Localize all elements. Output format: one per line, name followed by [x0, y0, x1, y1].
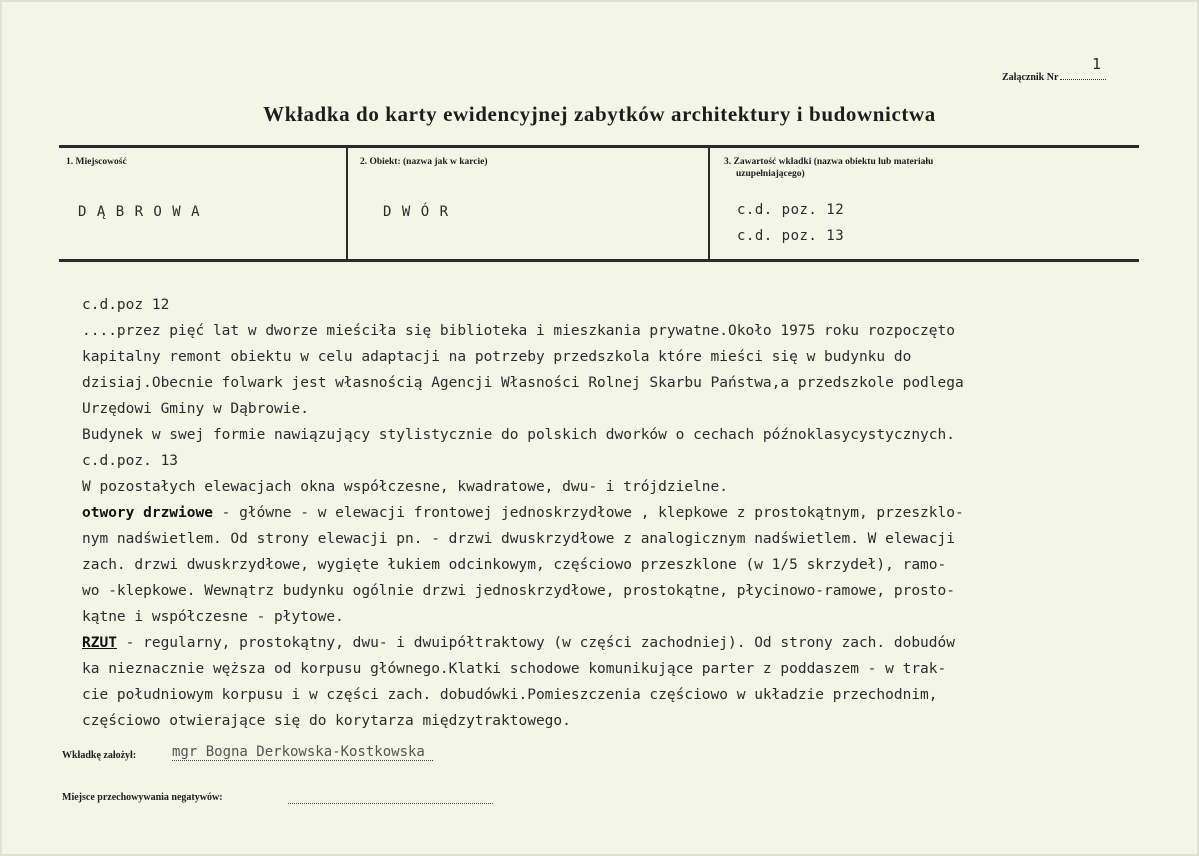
annex-label	[1002, 70, 1106, 83]
body-line: dzisiaj.Obecnie folwark jest własnością Agencji Własności Rolnej Skarbu Państwa,a przedszkole podlega	[82, 375, 964, 391]
header-contents-label	[724, 156, 933, 180]
body-line: kątne i współczesne - płytowe.	[82, 609, 344, 625]
body-line: Budynek w swej formie nawiązujący stylistycznie do polskich dworków o cechach późnoklasycystycznych.	[82, 427, 955, 443]
table-top-rule	[59, 145, 1139, 148]
section-heading-doors: otwory drzwiowe	[82, 505, 213, 521]
document-title: Wkładka do karty ewidencyjnej zabytków architektury i budownictwa	[263, 102, 936, 126]
object-value: D W Ó R	[383, 204, 450, 220]
header-locality-label: 1. Miejscowość	[66, 157, 127, 167]
body-line: ka nieznacznie węższa od korpusu głównego.Klatki schodowe komunikujące parter z poddaszem - w trak-	[82, 661, 947, 677]
body-line: zach. drzwi dwuskrzydłowe, wygięte łukiem odcinkowym, częściowo przeszklone (w 1/5 skrzydeł), ramo-	[82, 557, 947, 573]
locality-value: D Ą B R O W A	[78, 204, 201, 220]
author-label: Wkładkę założył:	[62, 750, 137, 761]
annex-label-text: Załącznik Nr	[1002, 72, 1059, 83]
negatives-location-dotted-line	[288, 802, 493, 804]
annex-number: 1	[1092, 55, 1102, 73]
body-line: cie południowym korpusu i w części zach. dobudówki.Pomieszczenia częściowo w układzie przechodnim,	[82, 687, 938, 703]
section-heading-plan: RZUT	[82, 635, 117, 651]
header-contents-label-line1: 3. Zawartość wkładki (nazwa obiektu lub materiału	[724, 157, 934, 167]
body-line	[82, 630, 1102, 656]
table-divider-1	[346, 148, 348, 259]
body-line-text: - regularny, prostokątny, dwu- i dwuipółtraktowy (w części zachodniej). Od strony zach. dobudów	[116, 635, 955, 651]
annex-dotted-line	[1060, 70, 1106, 80]
document-body	[82, 292, 1102, 734]
body-line: Urzędowi Gminy w Dąbrowie.	[82, 401, 309, 417]
body-line-text: - główne - w elewacji frontowej jednoskrzydłowe , klepkowe z prostokątnym, przeszklo-	[212, 505, 964, 521]
header-object-label: 2. Obiekt: (nazwa jak w karcie)	[360, 157, 488, 167]
body-line: ....przez pięć lat w dworze mieściła się biblioteka i mieszkania prywatne.Około 1975 roku rozpoczęto	[82, 323, 955, 339]
body-line: kapitalny remont obiektu w celu adaptacji na potrzeby przedszkola które mieści się w budynku do	[82, 349, 912, 365]
body-line: wo -klepkowe. Wewnątrz budynku ogólnie drzwi jednoskrzydłowe, prostokątne, płycinowo-ramowe, prosto-	[82, 583, 955, 599]
body-line: nym nadświetlem. Od strony elewacji pn. - drzwi dwuskrzydłowe z analogicznym nadświetlem. W elewacji	[82, 531, 955, 547]
header-contents-label-line2: uzupełniającego)	[736, 169, 805, 179]
body-line: c.d.poz. 13	[82, 453, 179, 469]
table-bottom-rule	[59, 259, 1139, 262]
body-line: częściowo otwierające się do korytarza międzytraktowego.	[82, 713, 571, 729]
contents-value-1: c.d. poz. 12	[737, 202, 845, 218]
negatives-location-label: Miejsce przechowywania negatywów:	[62, 792, 223, 803]
body-line	[82, 500, 1102, 526]
table-divider-2	[708, 148, 710, 259]
author-value: mgr Bogna Derkowska-Kostkowska	[172, 744, 433, 761]
contents-value-2: c.d. poz. 13	[737, 228, 845, 244]
body-line: W pozostałych elewacjach okna współczesne, kwadratowe, dwu- i trójdzielne.	[82, 479, 729, 495]
body-line: c.d.poz 12	[82, 297, 170, 313]
